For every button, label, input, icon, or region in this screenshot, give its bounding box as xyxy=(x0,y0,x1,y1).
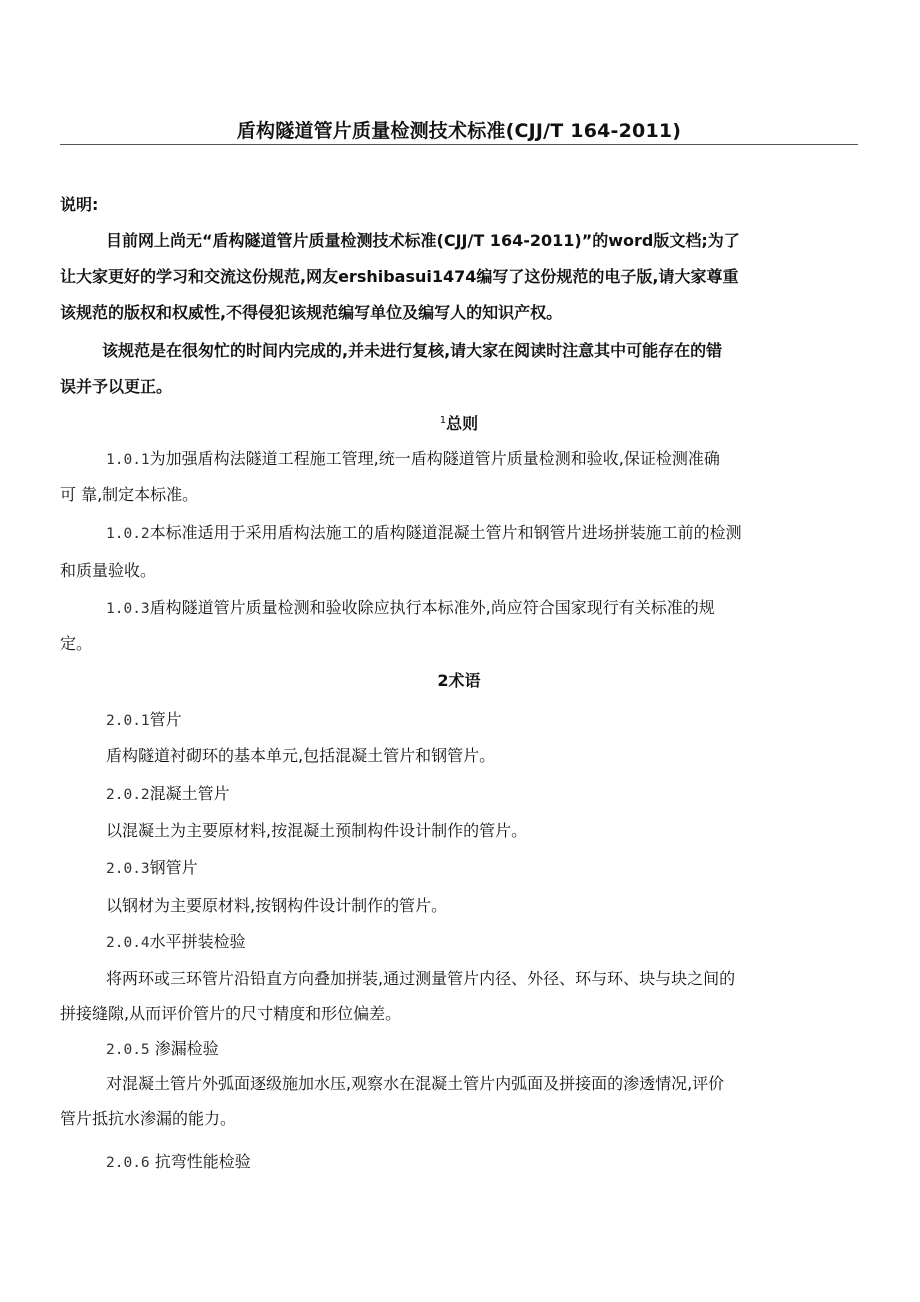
chapter-1-title: 总则 xyxy=(446,414,479,433)
note-paragraph-1-line-2: 让大家更好的学习和交流这份规范,网友ershibasui1474编写了这份规范的电子版,请大家尊重 xyxy=(60,267,739,286)
term-2-0-4 xyxy=(106,924,246,961)
note-paragraph-2-line-1: 该规范是在很匆忙的时间内完成的,并未进行复核,请大家在阅读时注意其中可能存在的错 xyxy=(102,341,723,360)
clause-text: 本标准适用于采用盾构法施工的盾构隧道混凝土管片和钢管片进场拼装施工前的检测 xyxy=(149,523,742,542)
note-paragraph-1-line-3: 该规范的版权和权威性,不得侵犯该规范编写单位及编写人的知识产权。 xyxy=(60,303,563,322)
term-name: 管片 xyxy=(149,710,182,729)
document-title: 盾构隧道管片质量检测技术标准(CJJ/T 164-2011) xyxy=(236,120,682,142)
clause-1-0-2-line-1 xyxy=(106,515,742,552)
clause-1-0-2-line-2: 和质量验收。 xyxy=(60,561,157,580)
term-number: 2.0.5 xyxy=(106,1042,150,1058)
clause-1-0-3-line-1 xyxy=(106,590,715,627)
term-name: 钢管片 xyxy=(149,858,198,877)
term-2-0-1-definition: 盾构隧道衬砌环的基本单元,包括混凝土管片和钢管片。 xyxy=(106,746,496,765)
term-2-0-1 xyxy=(106,702,182,739)
clause-number: 1.0.3 xyxy=(106,601,150,617)
term-2-0-5 xyxy=(106,1031,219,1068)
clause-number: 1.0.2 xyxy=(106,526,150,542)
clause-number: 1.0.1 xyxy=(106,452,150,468)
note-paragraph-2-line-2: 误并予以更正。 xyxy=(60,377,173,396)
note-label: 说明: xyxy=(60,195,99,214)
term-number: 2.0.4 xyxy=(106,935,150,951)
term-2-0-5-definition-line-2: 管片抵抗水渗漏的能力。 xyxy=(60,1109,237,1128)
clause-1-0-1-line-1 xyxy=(106,441,720,478)
footnote-marker: 1 xyxy=(439,415,447,426)
term-2-0-4-definition-line-1: 将两环或三环管片沿铅直方向叠加拼装,通过测量管片内径、外径、环与环、块与块之间的 xyxy=(106,969,736,988)
term-number: 2.0.1 xyxy=(106,713,150,729)
term-2-0-2 xyxy=(106,776,230,813)
term-name: 渗漏检验 xyxy=(154,1039,219,1058)
term-name: 抗弯性能检验 xyxy=(154,1152,251,1171)
title-underline xyxy=(60,144,858,145)
term-2-0-5-definition-line-1: 对混凝土管片外弧面逐级施加水压,观察水在混凝土管片内弧面及拼接面的渗透情况,评价 xyxy=(106,1074,725,1093)
term-2-0-3-definition: 以钢材为主要原材料,按钢构件设计制作的管片。 xyxy=(106,896,448,915)
term-number: 2.0.2 xyxy=(106,787,150,803)
term-name: 混凝土管片 xyxy=(149,784,230,803)
term-2-0-6 xyxy=(106,1144,251,1181)
chapter-2-title: 2术语 xyxy=(437,671,481,690)
clause-text: 盾构隧道管片质量检测和验收除应执行本标准外,尚应符合国家现行有关标准的规 xyxy=(149,598,715,617)
term-2-0-2-definition: 以混凝土为主要原材料,按混凝土预制构件设计制作的管片。 xyxy=(106,821,528,840)
term-2-0-4-definition-line-2: 拼接缝隙,从而评价管片的尺寸精度和形位偏差。 xyxy=(60,1004,402,1023)
clause-text: 为加强盾构法隧道工程施工管理,统一盾构隧道管片质量检测和验收,保证检测准确 xyxy=(149,449,720,468)
clause-1-0-3-line-2: 定。 xyxy=(60,634,93,653)
clause-1-0-1-line-2: 可 靠,制定本标准。 xyxy=(60,485,199,504)
term-name: 水平拼装检验 xyxy=(149,932,246,951)
note-paragraph-1-line-1: 目前网上尚无“盾构隧道管片质量检测技术标准(CJJ/T 164-2011)”的word版文档;为了 xyxy=(106,231,740,250)
term-number: 2.0.6 xyxy=(106,1155,150,1171)
chapter-1-heading xyxy=(60,410,858,435)
term-number: 2.0.3 xyxy=(106,861,150,877)
term-2-0-3 xyxy=(106,850,198,887)
